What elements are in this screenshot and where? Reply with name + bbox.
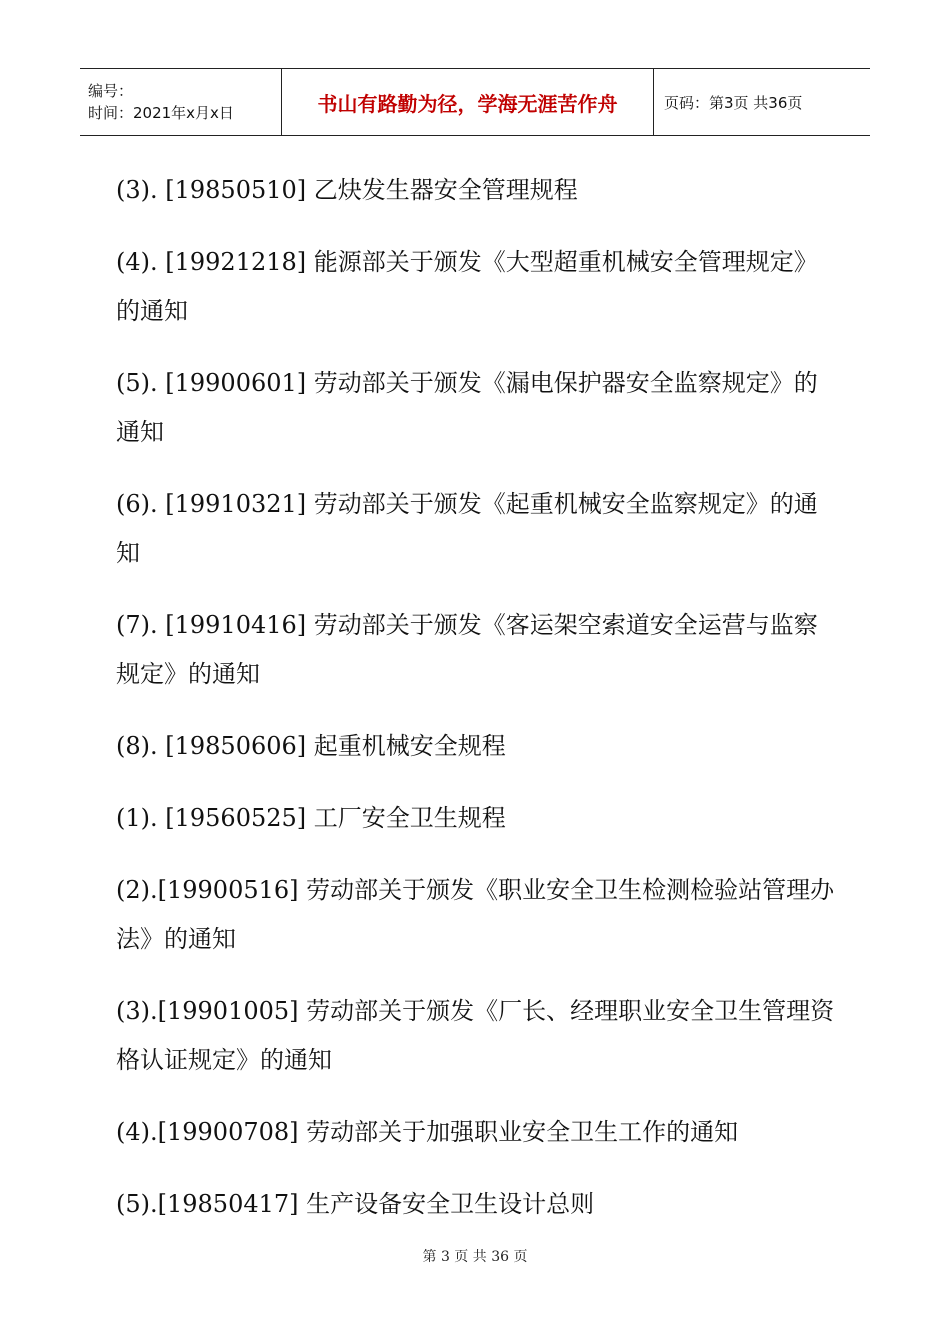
- document-time: 时间：2021年x月x日: [88, 104, 234, 122]
- list-item: (3). [19850510] 乙炔发生器安全管理规程: [116, 176, 578, 204]
- list-item: (4).[19900708] 劳动部关于加强职业安全卫生工作的通知: [116, 1118, 739, 1146]
- document-number: 编号：: [88, 82, 134, 100]
- page-footer: 第 3 页 共 36 页: [422, 1249, 528, 1265]
- list-item: (2).[19900516] 劳动部关于颁发《职业安全卫生检测检验站管理办法》的通知: [116, 876, 835, 953]
- header-meta: [80, 69, 281, 135]
- list-item: (7). [19910416] 劳动部关于颁发《客运架空索道安全运营与监察规定》的通知: [116, 611, 818, 688]
- list-item: (4). [19921218] 能源部关于颁发《大型超重机械安全管理规定》的通知: [116, 248, 818, 325]
- document-body: [116, 166, 836, 1252]
- page-header: [80, 68, 870, 136]
- list-item: (6). [19910321] 劳动部关于颁发《起重机械安全监察规定》的通知: [116, 490, 818, 567]
- header-page-info: 页码：第3页 共36页: [664, 93, 803, 112]
- list-item: (3).[19901005] 劳动部关于颁发《厂长、经理职业安全卫生管理资格认证规定》的通知: [116, 997, 835, 1074]
- list-item: (1). [19560525] 工厂安全卫生规程: [116, 804, 506, 832]
- list-item: (5).[19850417] 生产设备安全卫生设计总则: [116, 1190, 595, 1218]
- list-item: (8). [19850606] 起重机械安全规程: [116, 732, 506, 760]
- list-item: (5). [19900601] 劳动部关于颁发《漏电保护器安全监察规定》的通知: [116, 369, 818, 446]
- header-motto: 书山有路勤为径，学海无涯苦作舟: [281, 69, 654, 135]
